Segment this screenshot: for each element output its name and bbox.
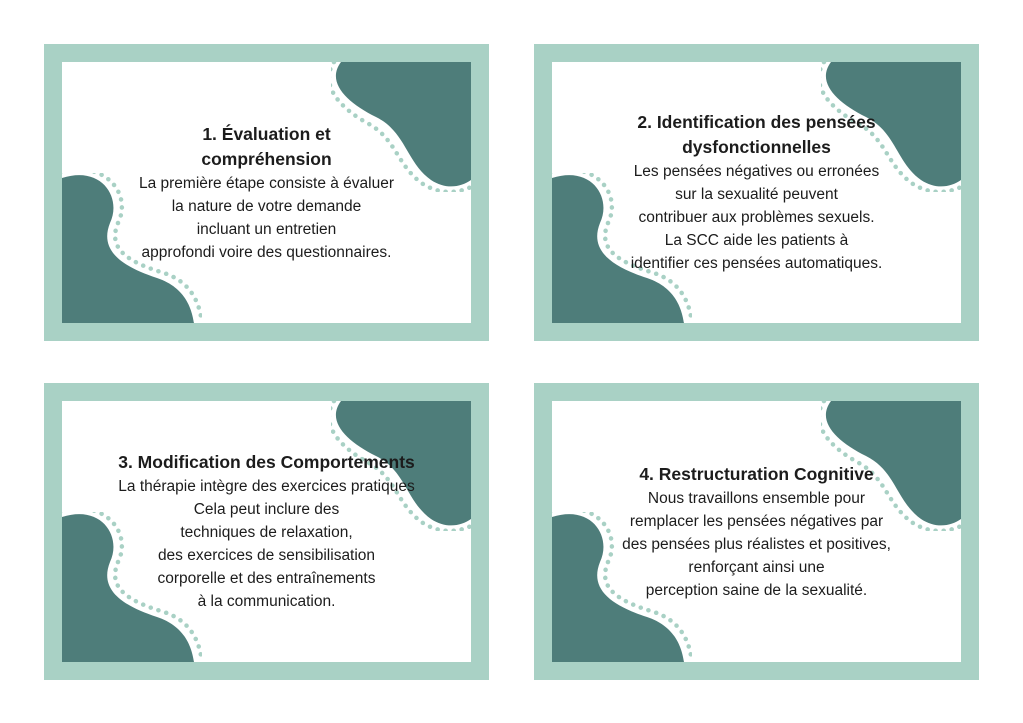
card-modification — [44, 383, 489, 680]
card-content — [102, 62, 431, 323]
card-panel — [552, 401, 961, 662]
card-evaluation — [44, 44, 489, 341]
card-description: La première étape consiste à évaluer la nature de votre demande incluant un entretien approfondi voire des questionnaires. — [138, 174, 395, 261]
card-title: 3. Modification des Comportements — [118, 452, 415, 472]
card-description: Nous travaillons ensemble pour remplacer les pensées négatives par des pensées plus réalistes et positives, renforçant ainsi une perception saine de la sexualité. — [622, 489, 891, 599]
card-panel — [62, 401, 471, 662]
card-identification — [534, 44, 979, 341]
card-description: Les pensées négatives ou erronées sur la sexualité peuvent contribuer aux problèmes sexuels. La SCC aide les patients à identifier ces pensées automatiques. — [630, 163, 883, 272]
card-title: 1. Évaluation et compréhension — [201, 123, 332, 169]
card-restructuration — [534, 383, 979, 680]
card-title: 2. Identification des pensées dysfonctionnelles — [637, 112, 876, 157]
card-title: 4. Restructuration Cognitive — [639, 463, 874, 484]
card-panel — [552, 62, 961, 323]
card-panel — [62, 62, 471, 323]
card-description: La thérapie intègre des exercices pratiques Cela peut inclure des techniques de relaxation, des exercices de sensibilisation corporelle et des entraînements à la communication. — [118, 478, 415, 610]
card-content — [592, 401, 921, 662]
card-content — [82, 401, 451, 662]
card-content — [592, 62, 921, 323]
